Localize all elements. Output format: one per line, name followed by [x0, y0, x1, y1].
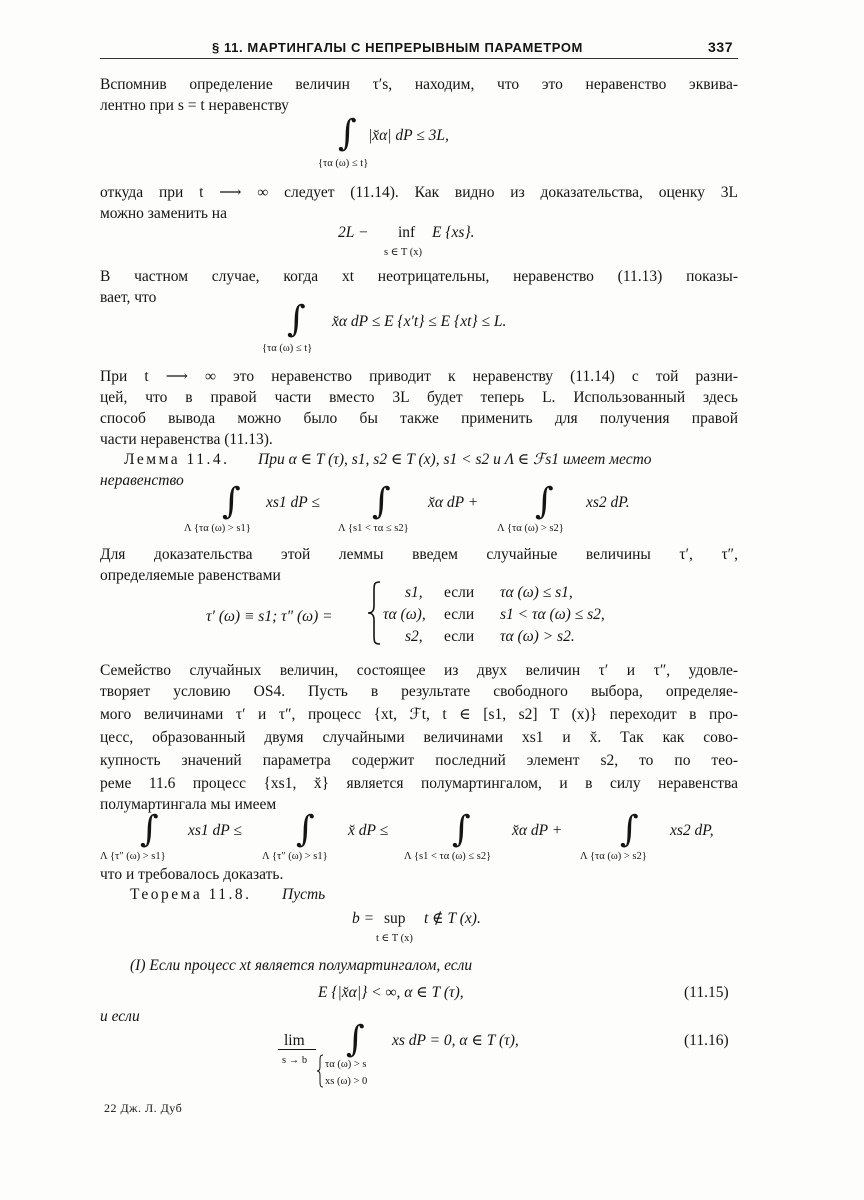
equation-operator: sup: [384, 910, 406, 927]
case-condition: s1 < τα (ω) ≤ s2,: [500, 606, 605, 623]
text-line: можно заменить на: [100, 205, 227, 222]
integral-sign: ∫: [287, 299, 306, 340]
text-line: При t ⟶ ∞ это неравенство приводит к неравенству (11.14) с той разни-: [100, 368, 738, 385]
equation: xs1 dP ≤: [188, 822, 242, 839]
equation-number: (11.15): [684, 984, 729, 1001]
equation-subscript: t ∈ T (x): [376, 933, 413, 944]
text-line: Пусть: [282, 886, 326, 903]
text-line: цей, что в правой части вместо 3L будет теперь L. Использованный здесь: [100, 389, 738, 406]
lemma-label: Лемма 11.4.: [124, 451, 230, 468]
integral-sign: ∫: [452, 809, 471, 850]
text-line: (I) Если процесс xt является полумартингалом, если: [130, 957, 473, 974]
integral-sign: ∫: [372, 481, 391, 522]
integral-sign: ∫: [140, 809, 159, 850]
text-line: При α ∈ T (τ), s1, s2 ∈ T (x), s1 < s2 и Λ ∈ ℱs1 имеет место: [258, 451, 652, 468]
equation: xs1 dP ≤: [266, 494, 320, 511]
equation-subscript: Λ {s1 < τα ≤ s2}: [338, 523, 409, 534]
page-number: 337: [708, 39, 734, 55]
text-line: В частном случае, когда xt неотрицательны, неравенство (11.13) показы-: [100, 268, 738, 285]
text-line: творяет условию OS4. Пусть в результате свободного выбора, определяе-: [100, 683, 738, 700]
case-value: s2,: [405, 628, 423, 645]
equation: b =: [352, 910, 375, 927]
equation: x̆α dP +: [512, 822, 563, 839]
text-line: определяемые равенствами: [100, 567, 281, 584]
equation-subscript: {τα (ω) ≤ t}: [262, 343, 313, 354]
case-word: если: [444, 628, 475, 645]
equation: |x̆α| dP ≤ 3L,: [368, 127, 449, 144]
equation: E {xs}.: [432, 224, 475, 241]
equation-subscript: s ∈ T (x): [384, 247, 423, 258]
text-line: купность значений параметра содержит последний элемент s2, то по тео-: [100, 752, 738, 769]
equation-subscript: Λ {s1 < τα (ω) ≤ s2}: [404, 851, 492, 862]
printer-signature: 22 Дж. Л. Дуб: [104, 1101, 183, 1115]
text-line: откуда при t ⟶ ∞ следует (11.14). Как видно из доказательства, оценку 3L: [100, 184, 738, 201]
equation: E {|x̆α|} < ∞, α ∈ T (τ),: [318, 984, 464, 1001]
case-condition: τα (ω) ≤ s1,: [500, 584, 573, 601]
equation-subscript: Λ {τ″ (ω) > s1}: [100, 851, 166, 862]
integral-sign: ∫: [296, 809, 315, 850]
case-value: s1,: [405, 584, 423, 601]
equation: τ′ (ω) ≡ s1; τ″ (ω) =: [206, 608, 333, 625]
equation: 2L −: [338, 224, 369, 241]
text-line: лентно при s = t неравенству: [100, 97, 289, 114]
integral-sign: ∫: [346, 1019, 365, 1060]
text-line: способ вывода можно было бы также применить для получения правой: [100, 410, 738, 427]
equation: x̆α dP ≤ E {x′t} ≤ E {xt} ≤ L.: [332, 313, 507, 330]
equation: xs dP = 0, α ∈ T (τ),: [392, 1032, 519, 1049]
integral-sign: ∫: [535, 481, 554, 522]
equation-subscript: Λ {τ″ (ω) > s1}: [262, 851, 328, 862]
theorem-label: Теорема 11.8.: [130, 886, 252, 903]
case-condition: τα (ω) > s2.: [500, 628, 575, 645]
text-line: что и требовалось доказать.: [100, 866, 284, 883]
text-line: цесс, образованный двумя случайными величинами xs1 и x̆. Так как сово-: [100, 729, 738, 746]
equation: xs2 dP,: [670, 822, 714, 839]
integral-sign: ∫: [620, 809, 639, 850]
equation: xs2 dP.: [586, 494, 630, 511]
header-rule: [100, 58, 738, 59]
curly-brace: [316, 1054, 324, 1088]
text-line: вает, что: [100, 289, 157, 306]
equation-subscript: xs (ω) > 0: [325, 1076, 368, 1087]
text-line: Для доказательства этой леммы введем случайные величины τ′, τ″,: [100, 546, 738, 563]
case-word: если: [444, 606, 475, 623]
text-line: части неравенства (11.13).: [100, 431, 273, 448]
curly-brace: [366, 580, 382, 646]
equation: t ∉ T (x).: [424, 910, 481, 927]
case-value: τα (ω),: [383, 606, 426, 623]
text-line: и если: [100, 1008, 140, 1025]
equation-subscript: s → b: [282, 1055, 308, 1066]
equation-operator: lim: [284, 1032, 305, 1049]
equation-subscript: Λ {τα (ω) > s1}: [184, 523, 251, 534]
text-line: реме 11.6 процесс {xs1, x̆} является полумартингалом, и в силу неравенства: [100, 775, 738, 792]
case-word: если: [444, 584, 475, 601]
text-line: неравенство: [100, 472, 184, 489]
text-line: полумартингала мы имеем: [100, 796, 277, 813]
equation: x̆ dP ≤: [348, 822, 389, 839]
equation-number: (11.16): [684, 1032, 729, 1049]
integral-sign: ∫: [222, 481, 241, 522]
integral-sign: ∫: [338, 113, 357, 154]
equation: x̆α dP +: [428, 494, 479, 511]
text-line: Вспомнив определение величин τ′s, находим, что это неравенство эквива-: [100, 76, 738, 93]
text-line: мого величинами τ′ и τ″, процесс {xt, ℱt, t ∈ [s1, s2] T (x)} переходит в про-: [100, 706, 738, 723]
equation-subscript: Λ {τα (ω) > s2}: [580, 851, 647, 862]
equation-subscript: {τα (ω) ≤ t}: [318, 158, 369, 169]
equation-subscript: τα (ω) > s: [325, 1059, 367, 1070]
equation-subscript: Λ {τα (ω) > s2}: [497, 523, 564, 534]
text-line: Семейство случайных величин, состоящее из двух величин τ′ и τ″, удовле-: [100, 662, 738, 679]
running-head: § 11. МАРТИНГАЛЫ С НЕПРЕРЫВНЫМ ПАРАМЕТРОМ: [212, 40, 583, 55]
equation-operator: inf: [398, 224, 416, 241]
